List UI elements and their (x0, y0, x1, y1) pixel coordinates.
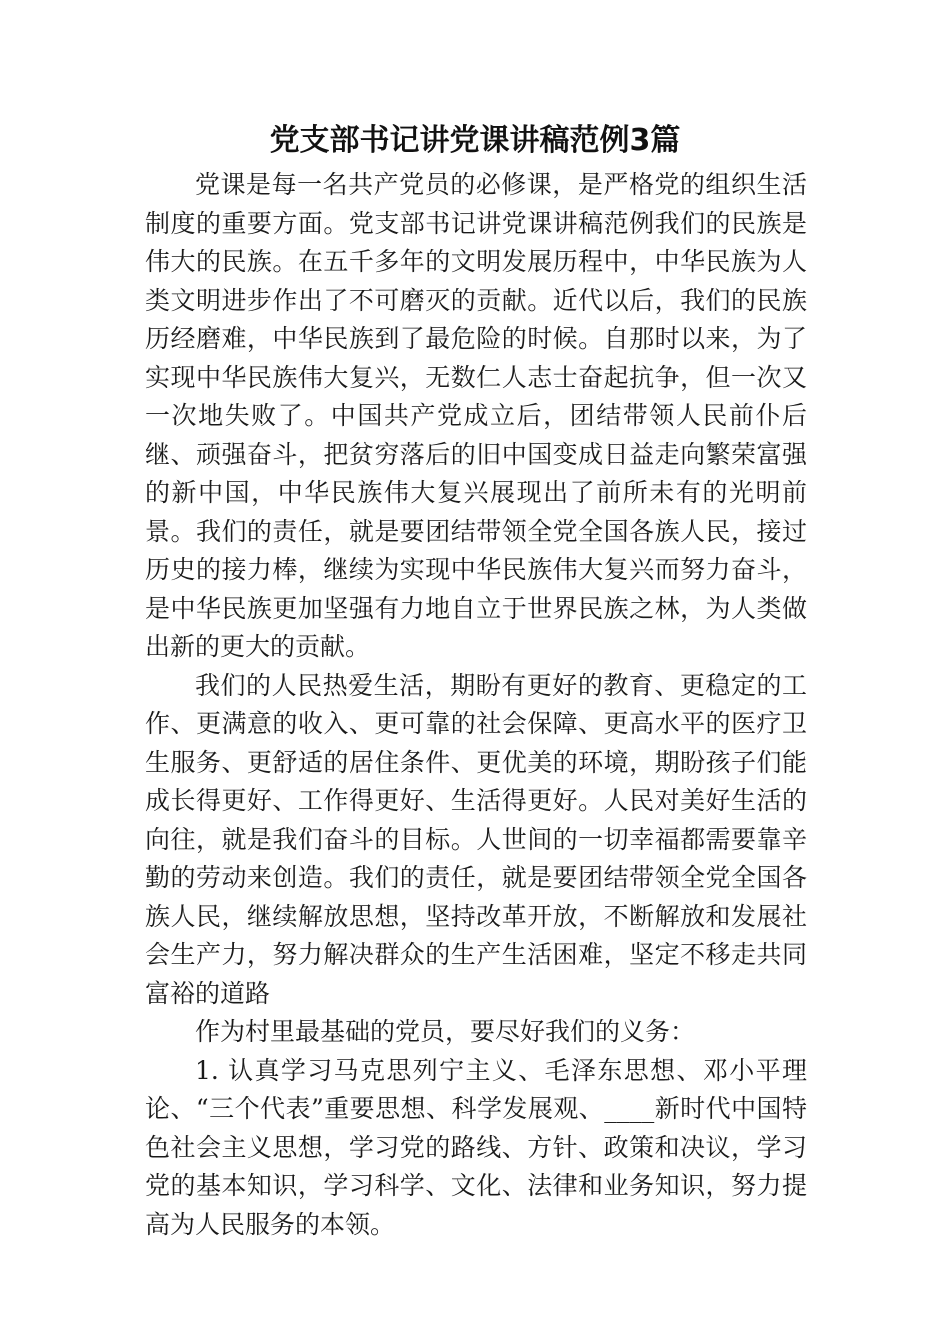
document-title: 党支部书记讲党课讲稿范例3篇 (269, 123, 681, 158)
paragraph-duty-1: 1. 认真学习马克思列宁主义、毛泽东思想、邓小平理论、“三个代表”重要思想、科学发展观、____新时代中国特色社会主义思想，学习党的路线、方针、政策和决议，学习党的基本知识，学习科学、文化、法律和业务知识，努力提高为人民服务的本领。 (145, 1055, 807, 1239)
document-body (145, 166, 807, 1244)
paragraph-people: 我们的人民热爱生活，期盼有更好的教育、更稳定的工作、更满意的收入、更可靠的社会保障、更高水平的医疗卫生服务、更舒适的居住条件、更优美的环境，期盼孩子们能成长得更好、工作得更好、生活得更好。人民对美好生活的向往，就是我们奋斗的目标。人世间的一切幸福都需要靠辛勤的劳动来创造。我们的责任，就是要团结带领全党全国各族人民，继续解放思想，坚持改革开放，不断解放和发展社会生产力，努力解决群众的生产生活困难，坚定不移走共同富裕的道路 (145, 670, 807, 1008)
paragraph-duty-lead: 作为村里最基础的党员，要尽好我们的义务： (195, 1017, 696, 1046)
paragraph-intro: 党课是每一名共产党员的必修课，是严格党的组织生活制度的重要方面。党支部书记讲党课讲稿范例我们的民族是伟大的民族。在五千多年的文明发展历程中，中华民族为人类文明进步作出了不可磨灭的贡献。近代以后，我们的民族历经磨难，中华民族到了最危险的时候。自那时以来，为了实现中华民族伟大复兴，无数仁人志士奋起抗争，但一次又一次地失败了。中国共产党成立后，团结带领人民前仆后继、顽强奋斗，把贫穷落后的旧中国变成日益走向繁荣富强的新中国，中华民族伟大复兴展现出了前所未有的光明前景。我们的责任，就是要团结带领全党全国各族人民，接过历史的接力棒，继续为实现中华民族伟大复兴而努力奋斗，是中华民族更加坚强有力地自立于世界民族之林，为人类做出新的更大的贡献。 (145, 170, 807, 661)
